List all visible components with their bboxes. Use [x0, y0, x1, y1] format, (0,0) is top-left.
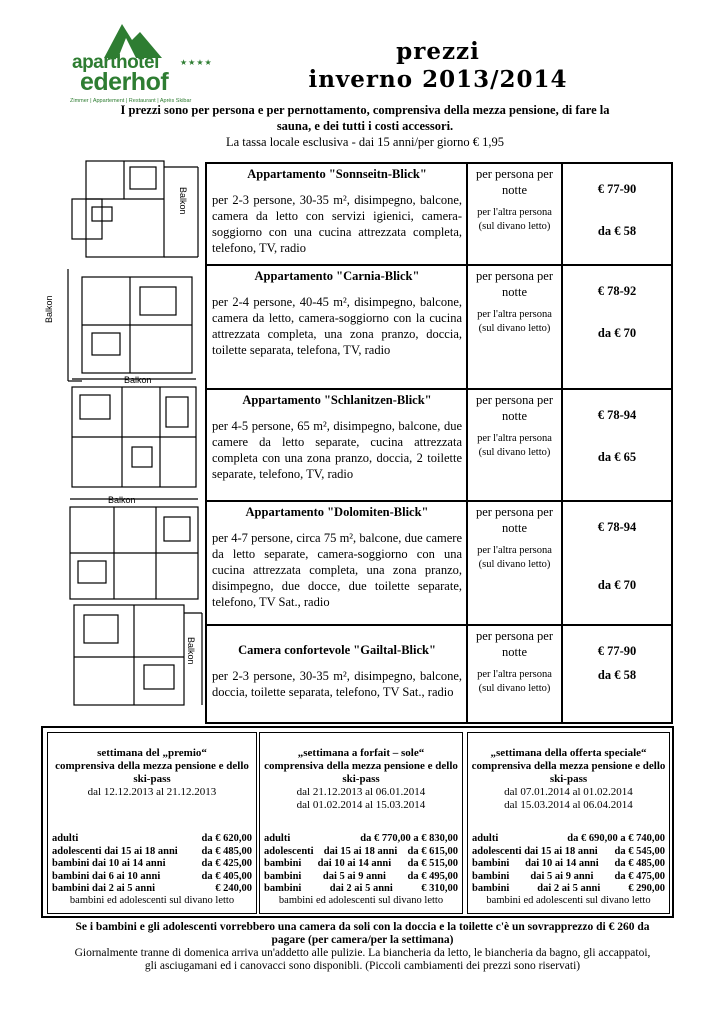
offer-date: dal 12.12.2013 al 21.12.2013 [87, 786, 217, 798]
per-person-label: per persona per notte [475, 629, 554, 659]
extra-price-value: da € 70 [597, 326, 637, 340]
offer-date: dal 15.03.2014 al 06.04.2014 [504, 799, 633, 811]
offer-subtitle: comprensiva della mezza pensione e dello ski-pass [264, 760, 458, 785]
per-person-cell [467, 265, 562, 389]
page-title [258, 38, 618, 94]
logo-line1: aparthotel [72, 52, 159, 73]
surcharge-notice [60, 921, 665, 947]
footer-line2: gli asciugamani ed i canovacci sono disponibli. (Piccoli cambiamenti dei prezzi sono riservati) [144, 960, 581, 972]
extra-person-label: per l'altra persona (sul divano letto) [477, 309, 552, 334]
offer-premio [47, 732, 257, 914]
offer-price-list [52, 833, 252, 896]
hotel-logo [66, 22, 216, 104]
plan-balcony-label-4: Balkon [108, 495, 136, 505]
intro-text [60, 102, 670, 134]
offer-date: dal 21.12.2013 al 06.01.2014 [296, 786, 426, 798]
list-item: bambini dai 2 ai 5 anni € 310,00 [264, 883, 458, 894]
list-item: bambini dai 5 ai 9 anni da € 475,00 [472, 870, 665, 882]
logo-stars: ★★★★ [180, 58, 213, 67]
apartment-description: per 4-7 persone, circa 75 m², balcone, due camere da letto separate, camera-soggiorno con una cucina attrezzata completa, una zona pranzo, disimpegno, due docce, due toilette separate, telefono, TV Sat., radio [212, 531, 462, 609]
table-row [206, 625, 672, 723]
apartment-description: per 4-5 persone, 65 m², disimpegno, balcone, due camere da letto separate, cucina attrezzata completa con una zona pranzo, doccia, 2 toilette separate, telefono, TV, radio [212, 419, 462, 481]
offer-price-list [264, 833, 458, 896]
per-person-cell [467, 389, 562, 501]
per-person-cell [467, 163, 562, 265]
list-item: bambini dai 10 ai 14 anni da € 515,00 [264, 858, 458, 869]
apartment-cell [206, 389, 467, 501]
price-value: € 78-94 [597, 408, 637, 422]
floor-plan-drawing [44, 157, 204, 717]
extra-price-value: da € 58 [597, 224, 637, 238]
offer-date: dal 01.02.2014 al 15.03.2014 [296, 799, 426, 811]
table-row [206, 265, 672, 389]
apartment-name: Appartamento "Carnia-Blick" [254, 269, 420, 283]
list-item: bambini dai 10 ai 14 anni da € 425,00 [52, 858, 252, 869]
per-person-cell [467, 625, 562, 723]
list-item: bambini dai 5 ai 9 anni da € 495,00 [264, 870, 458, 882]
list-item: adolescenti dai 15 ai 18 anni da € 615,00 [264, 845, 458, 857]
apartment-cell [206, 501, 467, 625]
per-person-label: per persona per notte [475, 393, 554, 423]
price-cell [562, 389, 672, 501]
notice-line2: pagare (per camera/per la settimana) [271, 934, 454, 946]
apartment-description: per 2-3 persone, 30-35 m², disimpegno, balcone, camera da letto con servizi igienici, camera-soggiorno con una cucina attrezzata completa, telefono, TV, radio [212, 193, 462, 255]
plan-balcony-label-2: Balkon [44, 295, 54, 323]
intro-line1: I prezzi sono per persona e per pernottamento, comprensiva della mezza pensione, di fare la [120, 103, 610, 117]
apartment-name: Appartamento "Sonnseitn-Blick" [247, 167, 427, 181]
per-person-label: per persona per notte [475, 269, 554, 299]
list-item: adolescenti dai 15 ai 18 anni da € 545,00 [472, 845, 665, 857]
offer-forfait-sole [259, 732, 463, 914]
price-value: € 77-90 [597, 182, 637, 196]
title-line2: inverno 2013/2014 [308, 66, 568, 93]
offer-title: settimana del „premio“ [97, 747, 207, 759]
per-person-label: per persona per notte [475, 505, 554, 535]
price-cell [562, 265, 672, 389]
logo-line2: ederhof [80, 68, 169, 96]
list-item: bambini dai 6 ai 10 anni da € 405,00 [52, 870, 252, 882]
extra-person-label: per l'altra persona (sul divano letto) [477, 545, 552, 570]
tax-note: La tassa locale esclusiva - dai 15 anni/per giorno € 1,95 [225, 135, 505, 149]
plan-balcony-label-1: Balkon [178, 187, 188, 215]
apartment-price-table [205, 162, 673, 724]
offer-footer: bambini ed adolescenti sul divano letto [278, 895, 444, 906]
price-cell [562, 163, 672, 265]
logo-tagline: Zimmer | Appartement | Restaurant | Après Skibar [70, 98, 192, 104]
list-item: adulti da € 770,00 a € 830,00 [264, 833, 458, 844]
table-row [206, 389, 672, 501]
offer-subtitle: comprensiva della mezza pensione e dello ski-pass [55, 760, 249, 785]
title-line1: prezzi [396, 38, 480, 65]
offer-speciale [467, 732, 670, 914]
apartment-description: per 2-3 persone, 30-35 m², disimpegno, balcone, doccia, toilette separata, telefono, TV Sat., radio [212, 669, 462, 699]
weekly-offers [41, 726, 674, 918]
extra-person-label: per l'altra persona (sul divano letto) [477, 433, 552, 458]
apartment-cell [206, 625, 467, 723]
apartment-name: Appartamento "Schlanitzen-Blick" [242, 393, 432, 407]
list-item: adulti da € 690,00 a € 740,00 [472, 833, 665, 844]
apartment-name: Appartamento "Dolomiten-Blick" [245, 505, 429, 519]
apartment-cell [206, 265, 467, 389]
apartment-description: per 2-4 persone, 40-45 m², disimpegno, balcone, camera da letto, camera-soggiorno con la cucina attrezzata completa, una zona pranzo, doccia, toilette separata, telefona, TV, radio [212, 295, 462, 357]
extra-price-value: da € 65 [597, 450, 637, 464]
offer-price-list [472, 833, 665, 896]
offer-date: dal 07.01.2014 al 01.02.2014 [504, 786, 633, 798]
plan-balcony-label-3: Balkon [124, 375, 152, 385]
price-cell [562, 625, 672, 723]
offer-title: „settimana della offerta speciale“ [490, 747, 647, 759]
footer-note [60, 947, 665, 973]
extra-person-label: per l'altra persona (sul divano letto) [477, 669, 552, 694]
per-person-label: per persona per notte [475, 167, 554, 197]
intro-line2: sauna, e dei tutti i costi accessori. [276, 119, 454, 133]
list-item: adolescenti dai 15 ai 18 anni da € 485,00 [52, 845, 252, 857]
table-row [206, 501, 672, 625]
offer-footer: bambini ed adolescenti sul divano letto [69, 895, 235, 906]
notice-line1: Se i bambini e gli adolescenti vorrebbero una camera da soli con la doccia e la toilette c'è un sovrapprezzo di € 260 da [75, 921, 650, 933]
list-item: bambini dai 10 ai 14 anni da € 485,00 [472, 858, 665, 869]
price-cell [562, 501, 672, 625]
extra-price-value: da € 70 [597, 578, 637, 592]
price-value: € 77-90 [597, 644, 637, 658]
price-value: € 78-94 [597, 520, 637, 534]
price-value: € 78-92 [597, 284, 637, 298]
table-row [206, 163, 672, 265]
offer-footer: bambini ed adolescenti sul divano letto [486, 895, 651, 906]
extra-price-value: da € 58 [597, 668, 637, 682]
apartment-name: Camera confortevole "Gailtal-Blick" [238, 643, 436, 657]
extra-person-label: per l'altra persona (sul divano letto) [477, 207, 552, 232]
offer-title: „settimana a forfait – sole“ [297, 747, 425, 759]
list-item: bambini dai 2 ai 5 anni € 290,00 [472, 883, 665, 894]
per-person-cell [467, 501, 562, 625]
footer-line1: Giornalmente tranne di domenica arriva un'addetto alle pulizie. La biancheria da letto, le biancheria da bagno, gli accappatoi, [74, 947, 651, 959]
apartment-cell [206, 163, 467, 265]
list-item: bambini dai 2 ai 5 anni € 240,00 [52, 883, 252, 894]
floor-plans [44, 157, 204, 717]
list-item: adulti da € 620,00 [52, 833, 252, 844]
offer-subtitle: comprensiva della mezza pensione e dello ski-pass [471, 760, 666, 785]
plan-balcony-label-5: Balkon [186, 637, 196, 665]
